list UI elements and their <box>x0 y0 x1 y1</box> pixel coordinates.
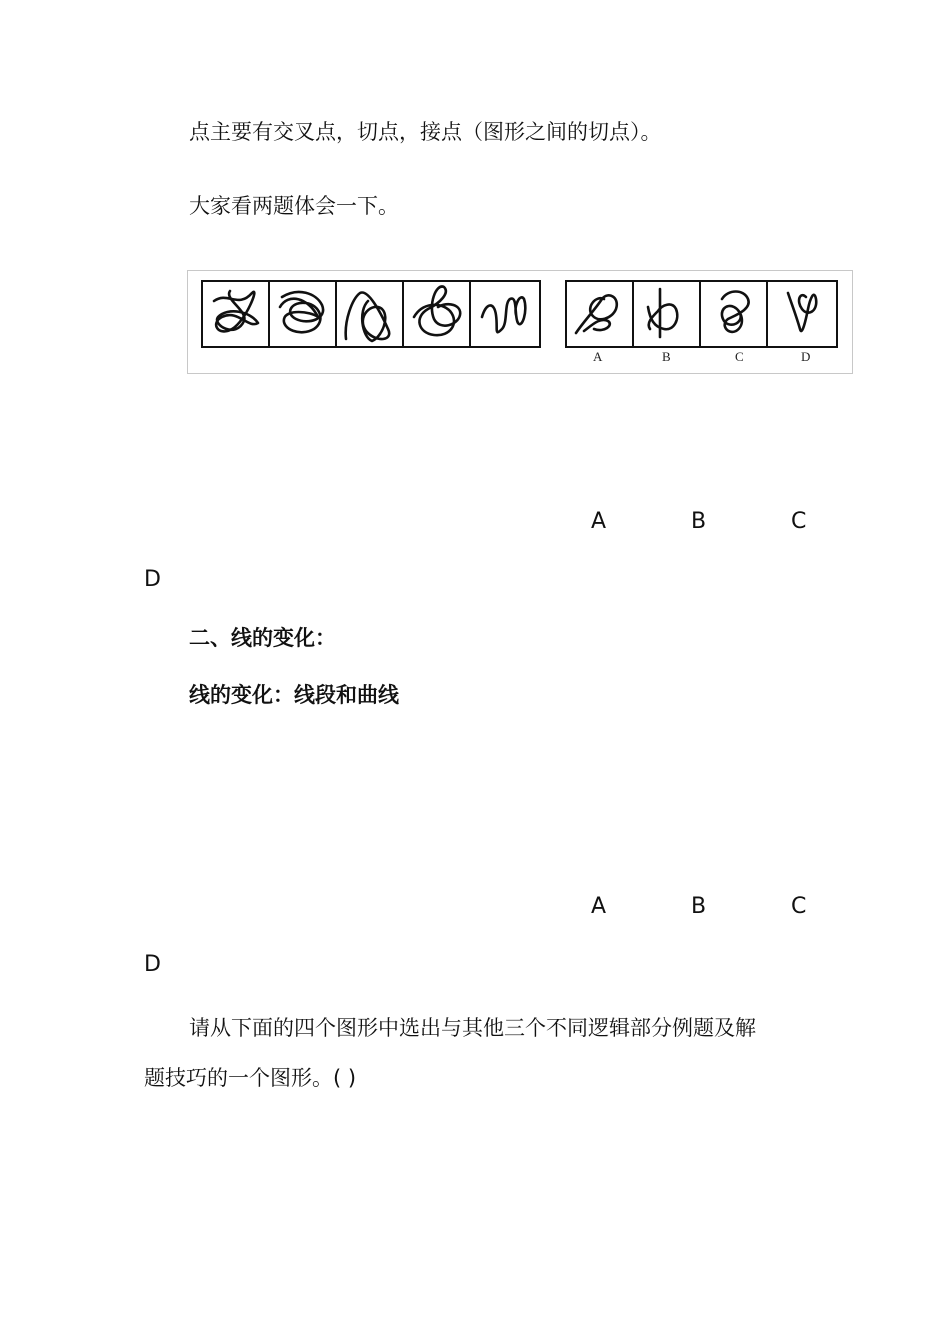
option-label-a: A <box>593 349 603 364</box>
option-shape-a <box>576 295 617 333</box>
puzzle-figure-drawing <box>188 271 852 373</box>
option-label-b: B <box>662 349 671 364</box>
option-shape-c <box>722 292 749 332</box>
answer-option-c-2: C <box>791 894 807 919</box>
puzzle-figure <box>187 270 853 374</box>
option-box-b <box>633 281 700 347</box>
scribble-shape-5 <box>482 297 525 332</box>
text-line-points: 点主要有交叉点，切点，接点（图形之间的切点）。 <box>189 120 662 144</box>
scribble-shape-1 <box>214 291 258 331</box>
answer-option-a-2: A <box>591 894 607 919</box>
option-label-d: D <box>801 349 811 364</box>
answer-option-d-2: D <box>144 952 161 977</box>
scribble-shape-4 <box>414 287 460 336</box>
question-text-line1: 请从下面的四个图形中选出与其他三个不同逻辑部分例题及解 <box>189 1016 756 1040</box>
option-label-c: C <box>735 349 744 364</box>
answer-option-d: D <box>144 567 161 592</box>
sequence-box-1 <box>202 281 269 347</box>
answer-option-b-2: B <box>691 894 707 919</box>
answer-option-b: B <box>691 509 707 534</box>
text-line-examples: 大家看两题体会一下。 <box>189 194 399 218</box>
option-box-a <box>566 281 633 347</box>
subsection-heading: 线的变化：线段和曲线 <box>189 683 399 707</box>
section-heading: 二、线的变化： <box>189 626 336 650</box>
option-box-d <box>767 281 837 347</box>
option-shape-d <box>788 293 816 331</box>
answer-option-c: C <box>791 509 807 534</box>
question-text-line2: 题技巧的一个图形。( ) <box>144 1066 357 1090</box>
scribble-shape-3 <box>346 293 390 341</box>
scribble-shape-2 <box>280 292 323 332</box>
answer-option-a: A <box>591 509 607 534</box>
option-shape-b <box>648 289 677 337</box>
